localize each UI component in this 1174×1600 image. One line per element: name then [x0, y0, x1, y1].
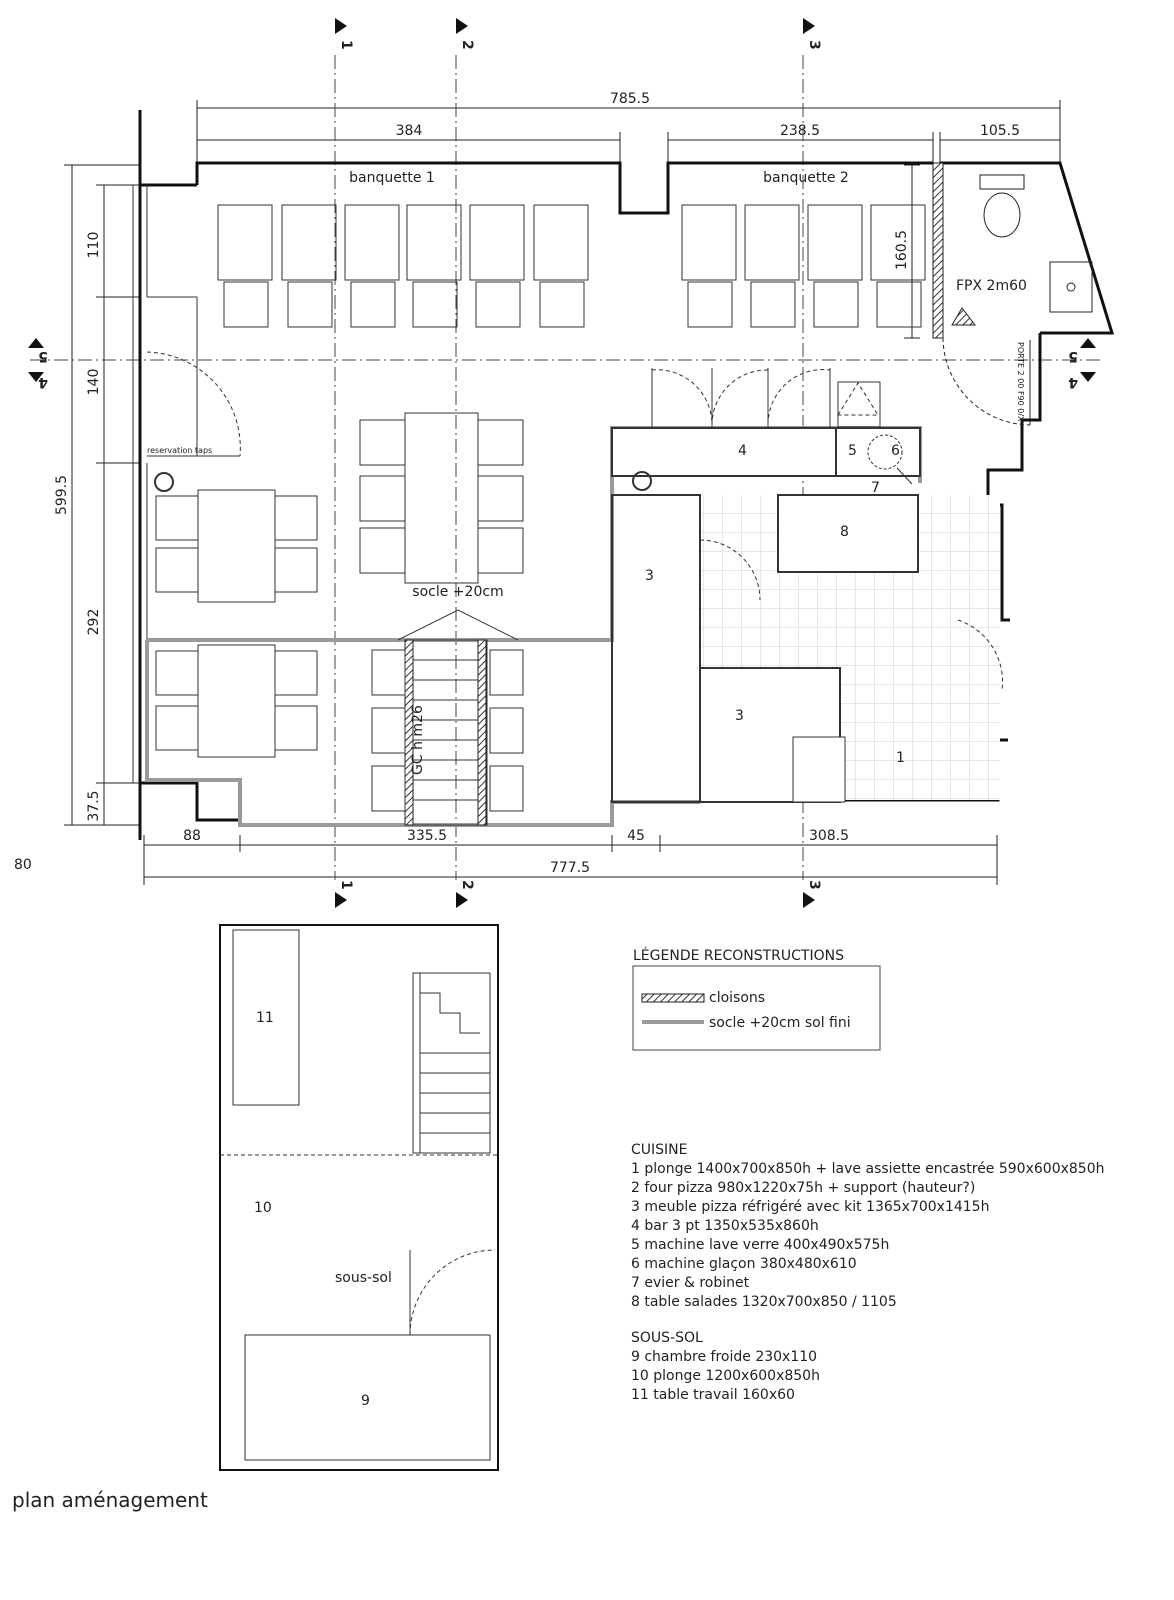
sous-sol-label: sous-sol: [335, 1270, 392, 1286]
cuisine-item: 2 four pizza 980x1220x75h + support (hauteur?): [631, 1180, 976, 1196]
left-tables: [155, 473, 317, 757]
cuisine-item: 8 table salades 1320x700x850 / 1105: [631, 1294, 897, 1310]
cuisine-item: 1 plonge 1400x700x850h + lave assiette encastrée 590x600x850h: [631, 1161, 1105, 1177]
cuisine-title: CUISINE: [631, 1142, 688, 1158]
dim-edge-fragment: 80: [14, 857, 32, 873]
section-5-left: 5: [38, 348, 48, 364]
cuisine-item: 7 evier & robinet: [631, 1275, 750, 1291]
banquette-2-label: banquette 2: [763, 170, 849, 186]
section-2-bottom: 2: [459, 880, 475, 890]
section-1-bottom: 1: [338, 880, 354, 890]
room-7: 7: [871, 480, 880, 496]
section-3-top: 3: [806, 40, 822, 50]
sous-sol-item: 10 plonge 1200x600x850h: [631, 1368, 820, 1384]
banquette-1-label: banquette 1: [349, 170, 435, 186]
cuisine-item: 3 meuble pizza réfrigéré avec kit 1365x700x1415h: [631, 1199, 990, 1215]
legend-cloisons: cloisons: [709, 990, 766, 1006]
socle-label: socle +20cm: [412, 584, 504, 600]
dim-left-a: 110: [86, 231, 102, 259]
room-1: 1: [896, 750, 905, 766]
wc-partition: [933, 163, 943, 338]
sous-sol-title: SOUS-SOL: [631, 1330, 703, 1346]
dim-left-d: 37.5: [86, 790, 102, 822]
page-title: plan aménagement: [12, 1488, 208, 1512]
dim-bottom-c: 45: [627, 828, 645, 844]
dim-bottom-a: 88: [183, 828, 201, 844]
room-8: 8: [840, 524, 849, 540]
reservation-label: reservation taps: [147, 446, 213, 455]
room-11: 11: [256, 1010, 274, 1026]
room-10: 10: [254, 1200, 272, 1216]
cuisine-item: 5 machine lave verre 400x490x575h: [631, 1237, 890, 1253]
dim-bottom-b: 335.5: [406, 828, 448, 844]
room-5: 5: [848, 443, 857, 459]
stair-chairs: [372, 650, 523, 811]
cuisine-item: 6 machine glaçon 380x480x610: [631, 1256, 857, 1272]
dim-banquette: 160.5: [894, 229, 910, 271]
dim-left-total: 599.5: [54, 474, 70, 516]
section-4-right: 4: [1068, 374, 1078, 390]
legend-title: LÉGENDE RECONSTRUCTIONS: [633, 948, 844, 964]
banquette-1-furniture: [218, 205, 588, 327]
dim-top-a: 384: [395, 123, 423, 139]
sous-sol-item: 11 table travail 160x60: [631, 1387, 795, 1403]
dim-top-total: 785.5: [609, 91, 651, 107]
dim-bottom-d: 308.5: [808, 828, 850, 844]
stair-label: GC h m26: [410, 705, 426, 775]
dim-left-c: 292: [86, 608, 102, 636]
section-5-right: 5: [1068, 348, 1078, 364]
legend-cloisons-swatch: [642, 994, 704, 1002]
room-9: 9: [361, 1393, 370, 1409]
sous-sol-item: 9 chambre froide 230x110: [631, 1349, 818, 1365]
section-2-top: 2: [459, 40, 475, 50]
left-dimensions: [64, 165, 140, 825]
dim-bottom-total: 777.5: [549, 860, 591, 876]
dim-top-b: 238.5: [779, 123, 821, 139]
top-dimensions: [197, 100, 1060, 165]
dim-top-c: 105.5: [979, 123, 1021, 139]
section-3-bottom: 3: [806, 880, 822, 890]
legend-box: [633, 966, 880, 1050]
section-4-left: 4: [38, 374, 48, 390]
kitchen-door-lines: [652, 368, 880, 428]
basement-plan: [220, 925, 498, 1470]
entrance-door: [147, 297, 240, 456]
section-1-top: 1: [338, 40, 354, 50]
room-3-bottom: 3: [735, 708, 744, 724]
wc-door-label: PORTE 2 00 F90 0/X: [1016, 342, 1025, 422]
stair-partition-right: [478, 640, 486, 825]
cuisine-item: 4 bar 3 pt 1350x535x860h: [631, 1218, 819, 1234]
room-3-top: 3: [645, 568, 654, 584]
central-tables: [360, 413, 523, 583]
fpx-label: FPX 2m60: [956, 278, 1027, 294]
legend-socle: socle +20cm sol fini: [709, 1015, 851, 1031]
room-6: 6: [891, 443, 900, 459]
dim-left-b: 140: [86, 368, 102, 396]
room-4: 4: [738, 443, 747, 459]
